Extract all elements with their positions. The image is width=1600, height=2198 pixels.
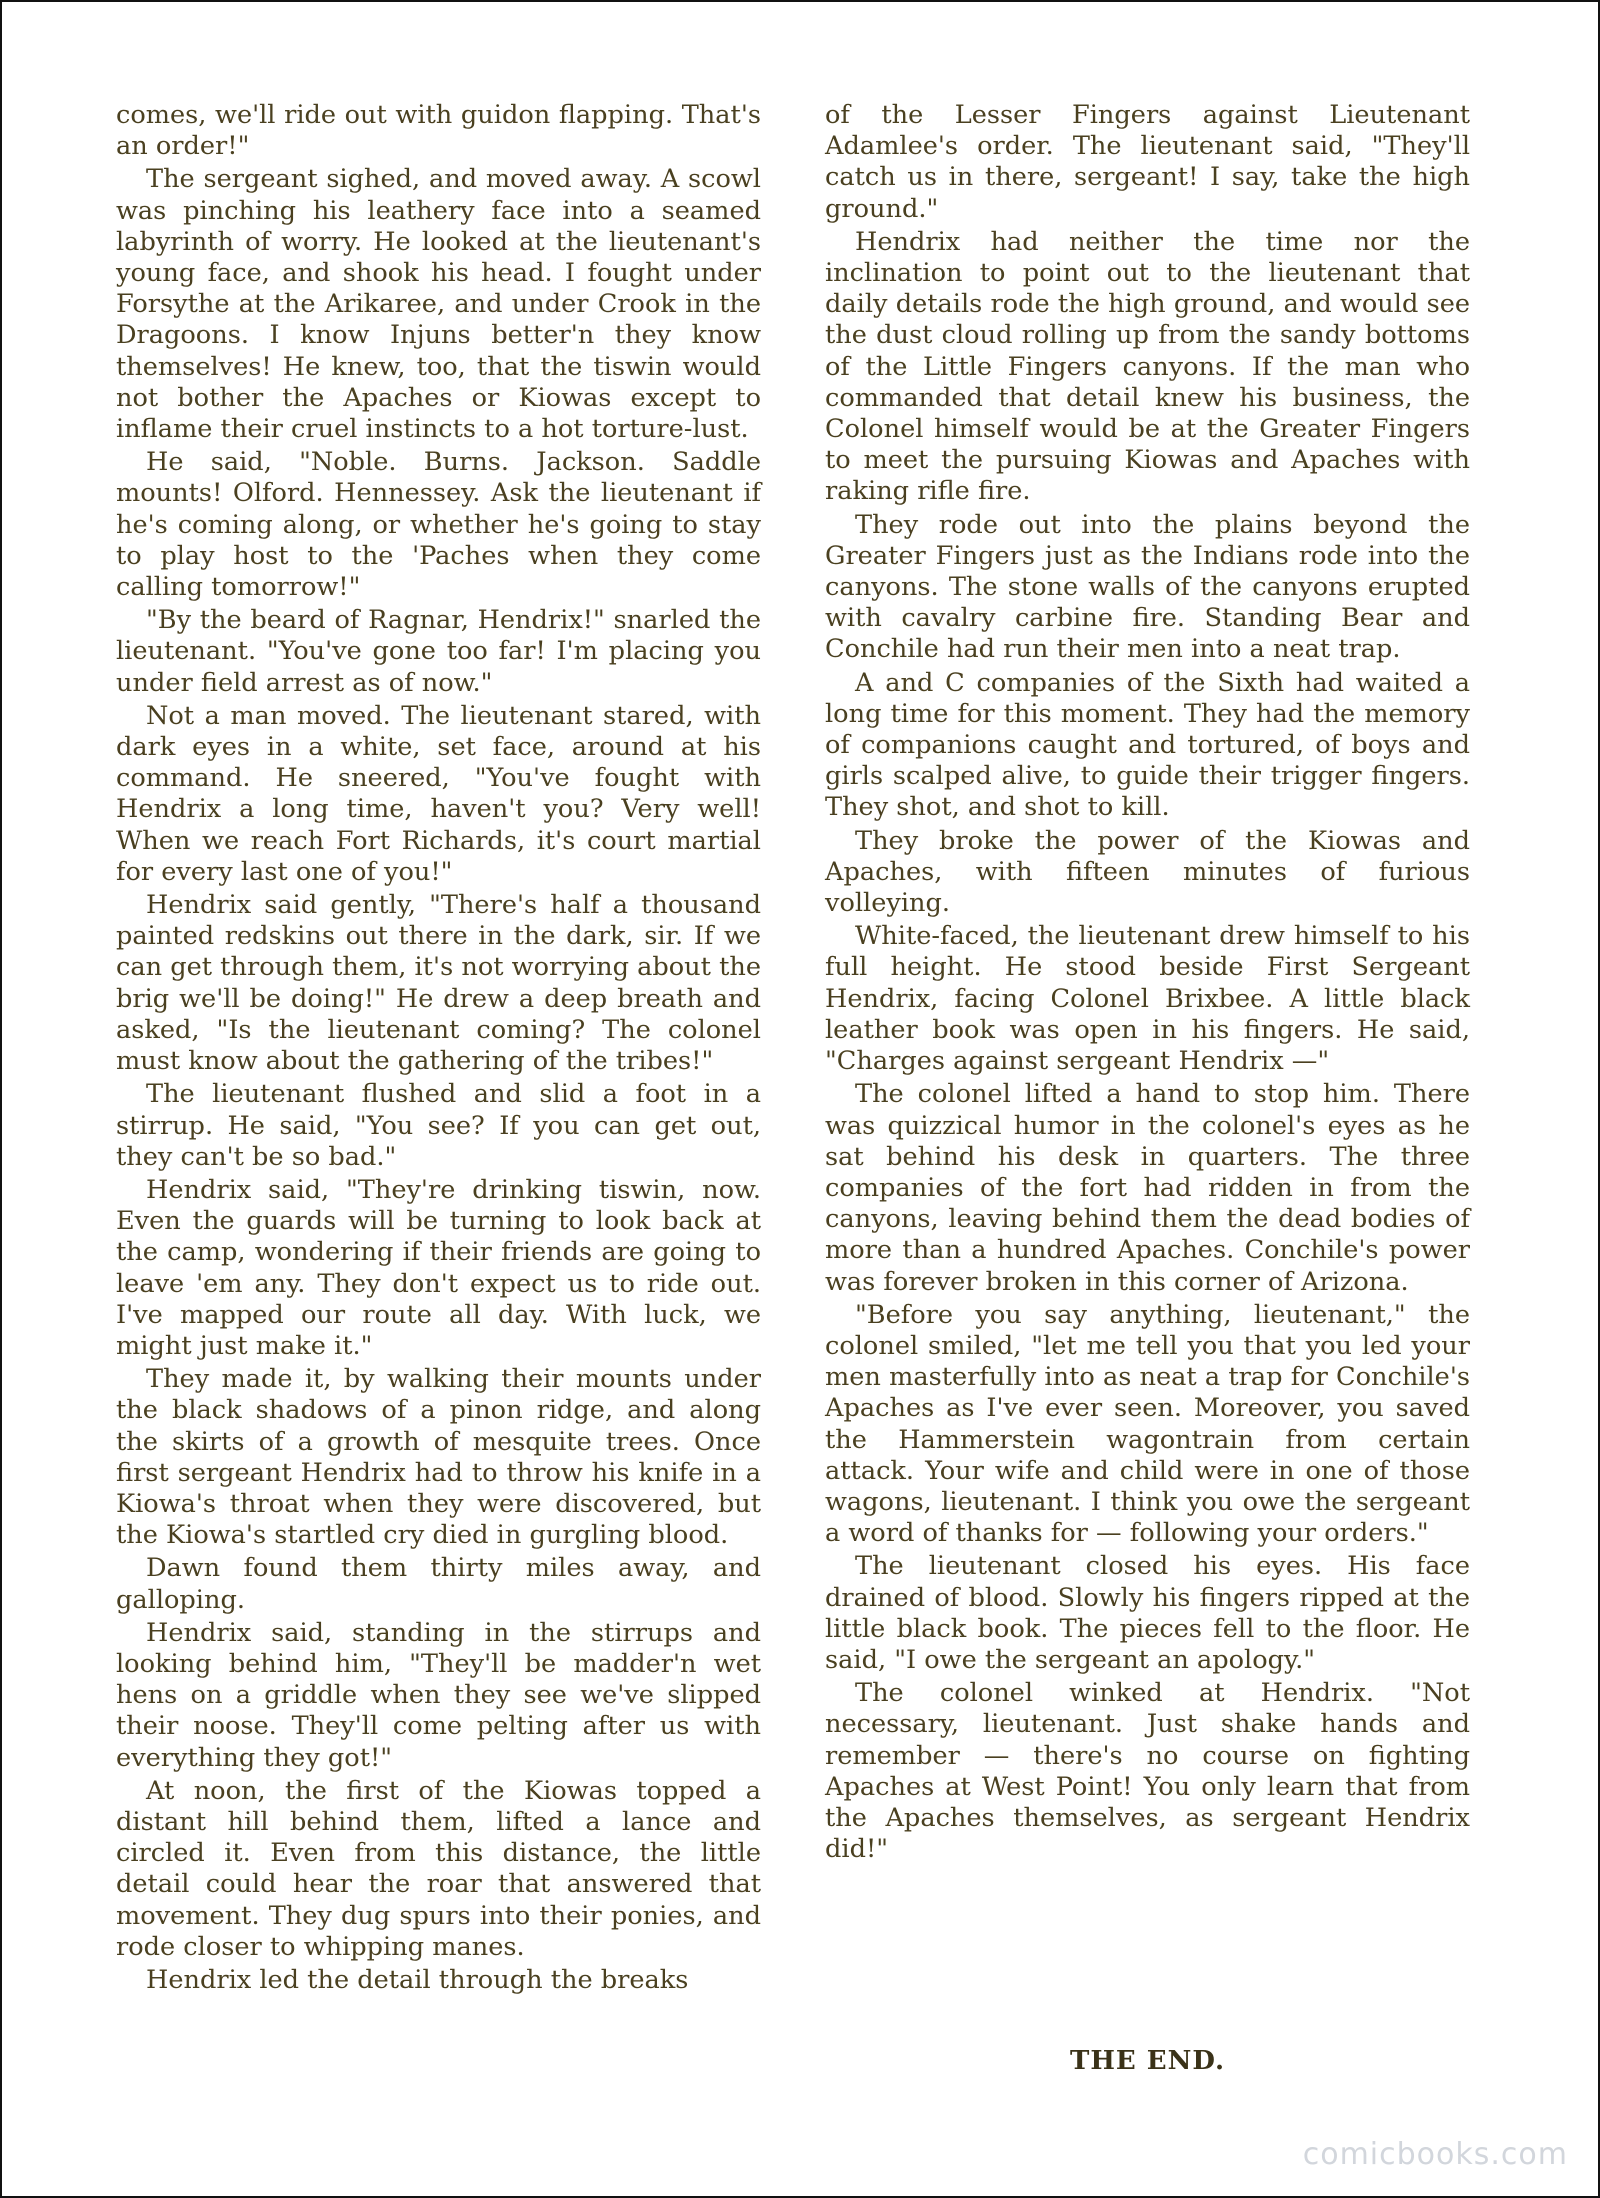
left-text-column <box>116 100 761 1996</box>
paragraph: They broke the power of the Kiowas and Apaches, with fifteen minutes of furious volleying. <box>825 825 1470 919</box>
paragraph: "Before you say anything, lieutenant," the colonel smiled, "let me tell you that you led your men masterfully into as neat a trap for Conchile's Apaches as I've ever seen. Moreover, you saved the Hammerstein wagontrain from certain attack. Your wife and child were in one of those wagons, lieutenant. I think you owe the sergeant a word of thanks for — following your orders." <box>825 1299 1470 1549</box>
paragraph: of the Lesser Fingers against Lieutenant Adamlee's order. The lieutenant said, "They'll catch us in there, sergeant! I say, take the high ground." <box>825 100 1470 224</box>
paragraph: At noon, the first of the Kiowas topped a distant hill behind them, lifted a lance and circled it. Even from this distance, the little detail could hear the roar that answered that movement. They dug spurs into their ponies, and rode closer to whipping manes. <box>116 1775 761 1962</box>
paragraph: Hendrix led the detail through the breaks <box>146 1964 689 1995</box>
the-end-label: THE END. <box>1069 2046 1226 2076</box>
paragraph: Dawn found them thirty miles away, and galloping. <box>116 1553 761 1615</box>
paragraph: The sergeant sighed, and moved away. A scowl was pinching his leathery face into a seamed labyrinth of worry. He looked at the lieutenant's young face, and shook his head. I fought under Forsythe at the Arikaree, and under Crook in the Dragoons. I know Injuns better'n they know themselves! He knew, too, that the tiswin would not bother the Apaches or Kiowas except to inflame their cruel instincts to a hot torture-lust. <box>116 164 761 445</box>
right-text-column <box>825 100 1470 1865</box>
paragraph: comes, we'll ride out with guidon flapping. That's an order!" <box>116 100 761 162</box>
paragraph: Not a man moved. The lieutenant stared, with dark eyes in a white, set face, around at his command. He sneered, "You've fought with Hendrix a long time, haven't you? Very well! When we reach Fort Richards, it's court martial for every last one of you!" <box>116 700 761 887</box>
paragraph: A and C companies of the Sixth had waited a long time for this moment. They had the memory of companions caught and tortured, of boys and girls scalped alive, to guide their trigger fingers. They shot, and shot to kill. <box>825 667 1470 823</box>
paragraph: They made it, by walking their mounts under the black shadows of a pinon ridge, and along the skirts of a growth of mesquite trees. Once first sergeant Hendrix had to throw his knife in a Kiowa's throat when they were discovered, but the Kiowa's startled cry died in gurgling blood. <box>116 1364 761 1551</box>
paragraph: Hendrix said, "They're drinking tiswin, now. Even the guards will be turning to look back at the camp, wondering if their friends are going to leave 'em any. They don't expect us to ride out. I've mapped our route all day. With luck, we might just make it." <box>116 1174 761 1361</box>
paragraph: Hendrix had neither the time nor the inclination to point out to the lieutenant that daily details rode the high ground, and would see the dust cloud rolling up from the sandy bottoms of the Little Fingers canyons. If the man who commanded that detail knew his business, the Colonel himself would be at the Greater Fingers to meet the pursuing Kiowas and Apaches with raking rifle fire. <box>825 226 1470 507</box>
paragraph: The colonel lifted a hand to stop him. There was quizzical humor in the colonel's eyes as he sat behind his desk in quarters. The three companies of the fort had ridden in from the canyons, leaving behind them the dead bodies of more than a hundred Apaches. Conchile's power was forever broken in this corner of Arizona. <box>825 1079 1470 1297</box>
paragraph: The colonel winked at Hendrix. "Not necessary, lieutenant. Just shake hands and remember — there's no course on fighting Apaches at West Point! You only learn that from the Apaches themselves, as sergeant Hendrix did!" <box>825 1678 1470 1865</box>
paragraph: The lieutenant flushed and slid a foot in a stirrup. He said, "You see? If you can get out, they can't be so bad." <box>116 1079 761 1172</box>
paragraph: The lieutenant closed his eyes. His face drained of blood. Slowly his fingers ripped at the little black book. The pieces fell to the floor. He said, "I owe the sergeant an apology." <box>825 1551 1470 1675</box>
paragraph: He said, "Noble. Burns. Jackson. Saddle mounts! Olford. Hennessey. Ask the lieutenant if he's coming along, or whether he's going to stay to play host to the 'Paches when they come calling tomorrow!" <box>116 447 761 603</box>
paragraph: Hendrix said, standing in the stirrups and looking behind him, "They'll be madder'n wet hens on a griddle when they see we've slipped their noose. They'll come pelting after us with everything they got!" <box>116 1617 761 1773</box>
paragraph: They rode out into the plains beyond the Greater Fingers just as the Indians rode into the canyons. The stone walls of the canyons erupted with cavalry carbine fire. Standing Bear and Conchile had run their men into a neat trap. <box>825 509 1470 665</box>
paragraph: Hendrix said gently, "There's half a thousand painted redskins out there in the dark, sir. If we can get through them, it's not worrying about the brig we'll be doing!" He drew a deep breath and asked, "Is the lieutenant coming? The colonel must know about the gathering of the tribes!" <box>116 890 761 1077</box>
paragraph: "By the beard of Ragnar, Hendrix!" snarled the lieutenant. "You've gone too far! I'm placing you under field arrest as of now." <box>116 605 761 698</box>
paragraph: White-faced, the lieutenant drew himself to his full height. He stood beside First Sergeant Hendrix, facing Colonel Brixbee. A little black leather book was open in his fingers. He said, "Charges against sergeant Hendrix —" <box>825 921 1470 1077</box>
watermark: comicbooks.com <box>1302 2137 1568 2172</box>
